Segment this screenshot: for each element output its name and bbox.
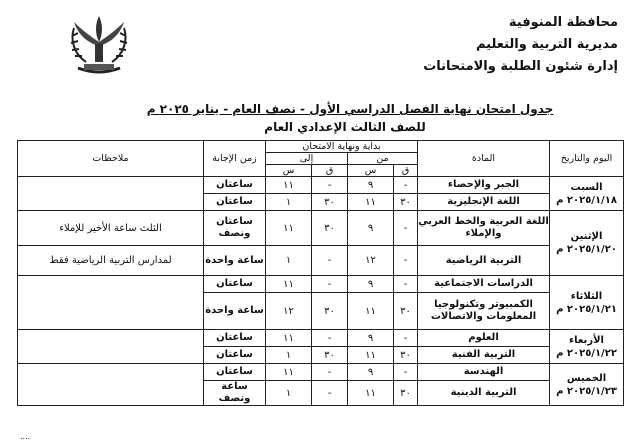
duration-cell: ساعتان ونصف [204, 211, 266, 246]
notes-cell: لمدارس التربية الرياضية فقط [18, 246, 204, 276]
to-hour-cell: ١١ [266, 211, 312, 246]
to-hour-cell: ١ [266, 347, 312, 364]
day-name: الإثنين [570, 231, 603, 242]
day-date: ٢٠٢٥/١/٢٢ م [556, 347, 617, 359]
from-header: من [348, 153, 418, 165]
from-hour-cell: ٩ [348, 330, 394, 347]
day-cell [550, 330, 624, 364]
duration-cell: ساعة واحدة [204, 293, 266, 330]
day-name: السبت [570, 181, 603, 193]
duration-cell: ساعتان [204, 347, 266, 364]
department-name: إدارة شئون الطلبة والامتحانات [423, 59, 618, 74]
notes-cell [18, 177, 204, 211]
day-name: الثلاثاء [570, 290, 603, 302]
to-hour-cell: ١١ [266, 276, 312, 293]
duration-header: زمن الإجابة [204, 141, 266, 177]
table-row [18, 330, 624, 347]
notes-header: ملاحظات [18, 141, 204, 177]
subject-cell: اللغة الإنجليزية [418, 194, 550, 211]
day-date: ٢٠٢٥/١/٢٠ م [556, 244, 617, 255]
subject-cell: الكمبيوتر وتكنولوجيا المعلومات والاتصالات [418, 293, 550, 330]
day-date-header: اليوم والتاريخ [550, 141, 624, 177]
directorate-name: مديرية التربية والتعليم [475, 37, 618, 52]
to-hour-cell: ١١ [266, 330, 312, 347]
table-row [18, 276, 624, 293]
to-minute-cell: - [312, 246, 348, 276]
from-hour-cell: ١٢ [348, 246, 394, 276]
day-cell [550, 211, 624, 276]
from-hour-cell: ١١ [348, 347, 394, 364]
from-hour-cell: ٩ [348, 364, 394, 381]
subject-cell: الهندسة [418, 364, 550, 381]
day-date: ٢٠٢٥/١/٢١ م [556, 303, 617, 315]
to-header: إلى [266, 153, 348, 165]
subject-cell: التربية الدينية [418, 381, 550, 406]
from-minute-cell: - [394, 330, 418, 347]
to-minute-cell: ٣٠ [312, 293, 348, 330]
duration-cell: ساعتان [204, 364, 266, 381]
duration-cell: ساعتان [204, 276, 266, 293]
duration-cell: ساعتان [204, 330, 266, 347]
start-end-header: بداية ونهاية الامتحان [266, 141, 418, 153]
to-minute-header: ق [312, 165, 348, 177]
to-minute-cell: ٣٠ [312, 347, 348, 364]
to-minute-cell: - [312, 177, 348, 194]
exam-schedule-title: جدول امتحان نهاية الفصل الدراسي الأول - نصف العام - يناير ٢٠٢٥ م [146, 102, 554, 116]
to-minute-cell: - [312, 381, 348, 406]
to-hour-cell: ١١ [266, 364, 312, 381]
from-minute-cell: ٣٠ [394, 194, 418, 211]
notes-cell: الثلث ساعة الأخير للإملاء [18, 211, 204, 246]
table-row [18, 364, 624, 381]
exam-schedule-table [17, 140, 624, 406]
from-minute-cell: ٣٠ [394, 347, 418, 364]
subject-cell: اللغة العربية والخط العربي والإملاء [418, 211, 550, 246]
governorate-name: محافظة المنوفية [508, 15, 618, 30]
subject-cell: الدراسات الاجتماعية [418, 276, 550, 293]
to-hour-cell: ١ [266, 381, 312, 406]
duration-cell: ساعة ونصف [204, 381, 266, 406]
to-hour-cell: ١١ [266, 177, 312, 194]
from-minute-header: ق [394, 165, 418, 177]
subject-cell: التربية الرياضية [418, 246, 550, 276]
day-cell [550, 276, 624, 330]
from-minute-cell: - [394, 364, 418, 381]
to-minute-cell: ٣٠ [312, 211, 348, 246]
day-date: ٢٠٢٥/١/٢٣ م [556, 385, 617, 397]
duration-cell: ساعتان [204, 177, 266, 194]
subject-cell: التربية الفنية [418, 347, 550, 364]
from-minute-cell: - [394, 211, 418, 246]
from-hour-cell: ٩ [348, 211, 394, 246]
ministry-emblem-icon [62, 12, 136, 78]
to-hour-cell: ١ [266, 194, 312, 211]
from-minute-cell: - [394, 177, 418, 194]
footer-mark: .... [20, 432, 31, 441]
to-hour-header: س [266, 165, 312, 177]
from-minute-cell: - [394, 276, 418, 293]
notes-cell [18, 276, 204, 330]
notes-cell [18, 330, 204, 364]
grade-subtitle: للصف الثالث الإعدادي العام [264, 120, 426, 134]
to-minute-cell: - [312, 364, 348, 381]
to-minute-cell: - [312, 330, 348, 347]
day-cell [550, 177, 624, 211]
subject-cell: الجبر والإحصاء [418, 177, 550, 194]
from-hour-cell: ١١ [348, 381, 394, 406]
from-minute-cell: ٣٠ [394, 381, 418, 406]
from-minute-cell: ٣٠ [394, 293, 418, 330]
subject-cell: العلوم [418, 330, 550, 347]
from-hour-cell: ١١ [348, 293, 394, 330]
institution-header [423, 12, 618, 78]
from-minute-cell: - [394, 246, 418, 276]
duration-cell: ساعة واحدة [204, 246, 266, 276]
subject-header: المادة [418, 141, 550, 177]
from-hour-cell: ٩ [348, 177, 394, 194]
to-minute-cell: - [312, 276, 348, 293]
table-row [18, 211, 624, 246]
from-hour-header: س [348, 165, 394, 177]
table-row [18, 177, 624, 194]
from-hour-cell: ٩ [348, 276, 394, 293]
notes-cell [18, 364, 204, 406]
day-name: الخميس [566, 372, 607, 384]
to-hour-cell: ١ [266, 246, 312, 276]
to-hour-cell: ١٢ [266, 293, 312, 330]
day-cell [550, 364, 624, 406]
from-hour-cell: ١١ [348, 194, 394, 211]
day-name: الأربعاء [569, 334, 604, 346]
duration-cell: ساعتان [204, 194, 266, 211]
to-minute-cell: ٣٠ [312, 194, 348, 211]
day-date: ٢٠٢٥/١/١٨ م [556, 194, 617, 206]
table-row [18, 246, 624, 276]
